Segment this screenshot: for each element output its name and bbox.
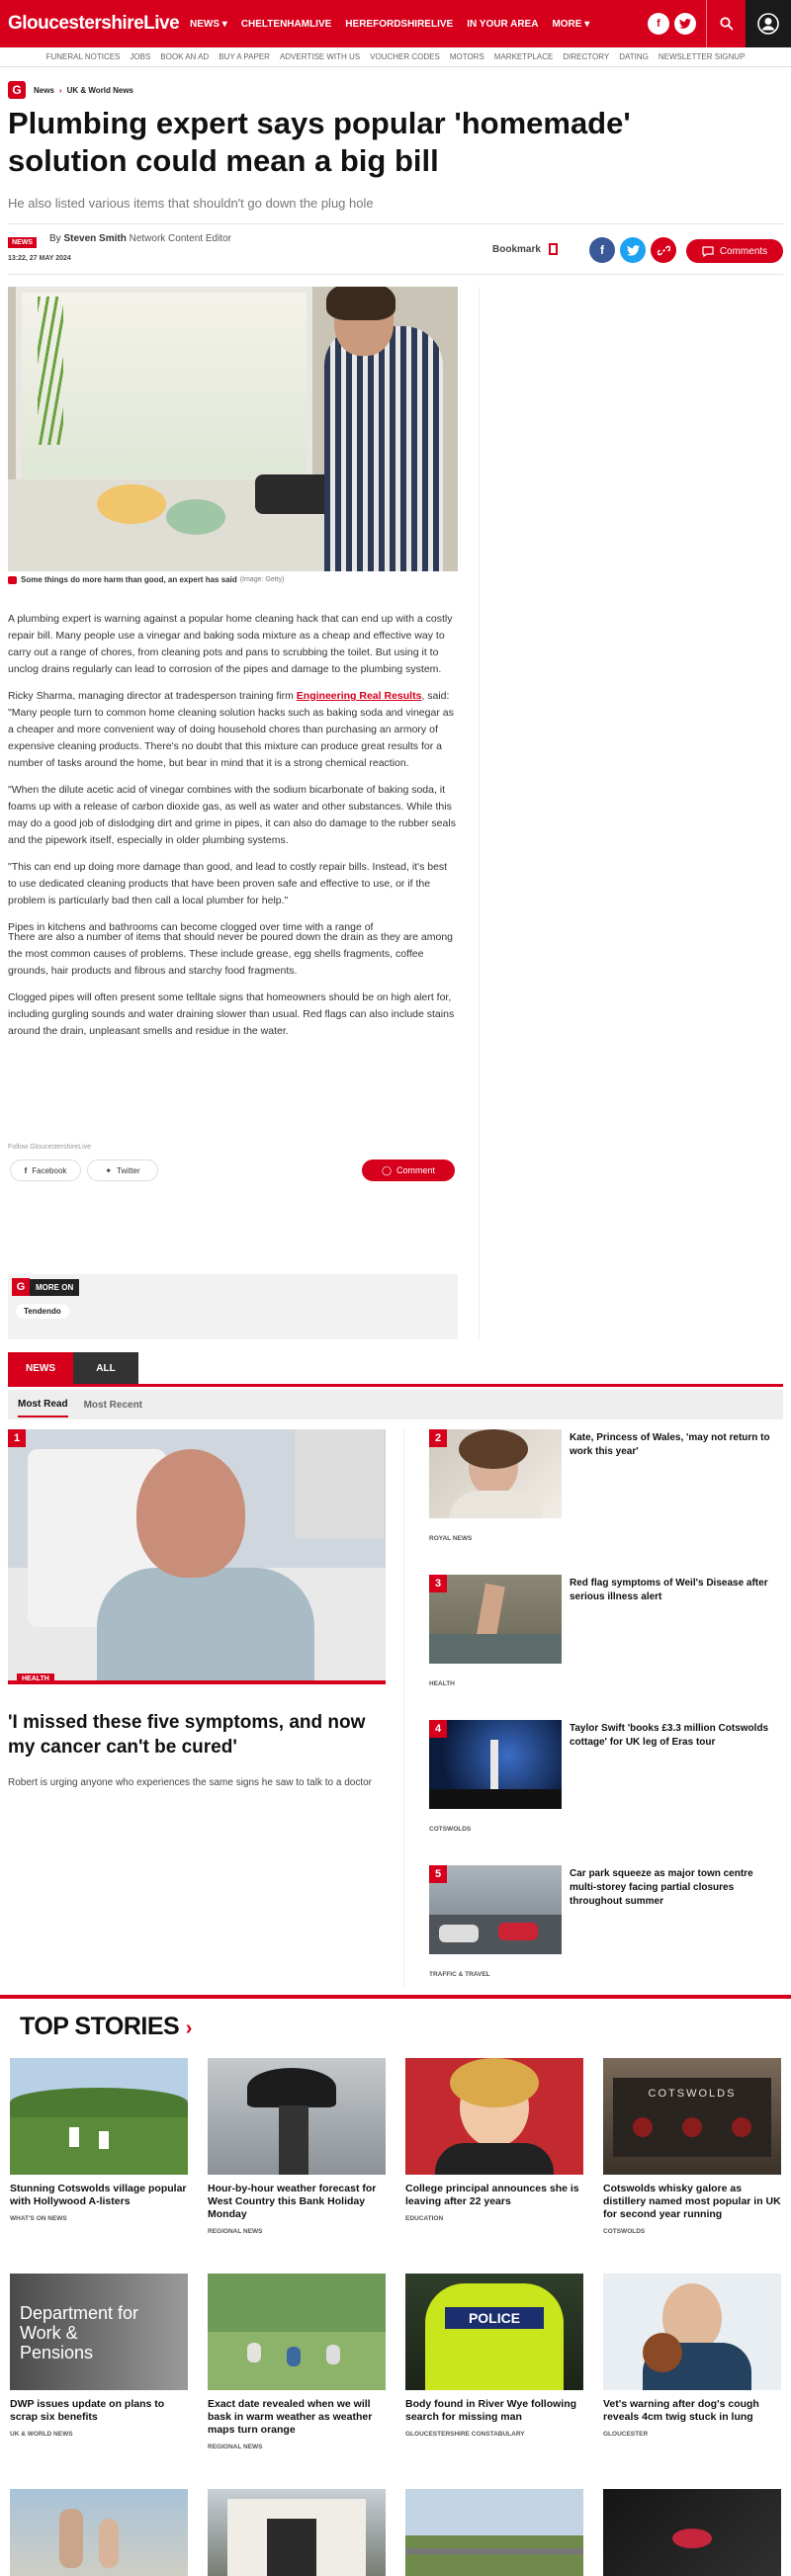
top-story-image — [603, 2274, 781, 2390]
search-icon[interactable] — [706, 0, 746, 47]
divider — [8, 274, 783, 275]
chevron-right-icon: › — [185, 2018, 192, 2039]
top-story-card[interactable] — [405, 2489, 583, 2576]
top-story-category[interactable]: COTSWOLDS — [603, 2228, 646, 2235]
image-plant — [38, 297, 63, 445]
top-story-category[interactable]: REGIONAL NEWS — [208, 2444, 263, 2450]
divider — [8, 223, 783, 224]
top-story-card[interactable] — [10, 2058, 188, 2223]
facebook-icon[interactable]: f — [648, 13, 669, 35]
top-story-title[interactable]: Hour-by-hour weather forecast for West Country this Bank Holiday Monday — [208, 2183, 377, 2220]
share-buttons — [589, 237, 681, 263]
nav-cheltenhamlive[interactable]: CHELTENHAMLIVE — [240, 18, 332, 30]
subnav-dating[interactable]: DATING — [619, 52, 649, 61]
top-story-image — [603, 2058, 781, 2175]
subnav-jobs[interactable]: JOBS — [130, 52, 151, 61]
most-read-thumbnail — [429, 1865, 562, 1954]
top-story-category[interactable]: GLOUCESTER — [603, 2431, 649, 2438]
main-nav — [190, 19, 603, 30]
most-read-item[interactable] — [429, 1865, 783, 1994]
image-dish — [97, 484, 166, 524]
rank-badge: 2 — [429, 1429, 447, 1447]
byline: By Steven Smith Network Content Editor — [49, 233, 231, 244]
top-story-image — [208, 2058, 386, 2175]
most-read-item[interactable] — [429, 1720, 783, 1848]
nav-in-your-area[interactable]: IN YOUR AREA — [467, 18, 539, 30]
most-read-thumbnail — [429, 1575, 562, 1664]
image-person-shirt — [97, 1568, 314, 1680]
subnav-advertise[interactable]: ADVERTISE WITH US — [279, 52, 361, 61]
lead-category-tag[interactable]: HEALTH — [17, 1674, 54, 1684]
most-read-thumbnail — [429, 1720, 562, 1809]
distillery-sign: COTSWOLDS — [648, 2088, 737, 2100]
tabs-divider — [8, 1384, 783, 1387]
most-read-lead-summary: Robert is urging anyone who experiences the same signs he saw to talk to a doctor — [8, 1777, 372, 1788]
article-standfirst: He also listed various items that shouldn't go down the plug hole — [8, 196, 374, 211]
top-story-image — [10, 2058, 188, 2175]
top-story-image — [208, 2274, 386, 2390]
most-read-item-category[interactable]: ROYAL NEWS — [429, 1535, 473, 1542]
most-read-item-category[interactable]: TRAFFIC & TRAVEL — [429, 1971, 490, 1978]
top-stories-title[interactable]: TOP STORIES › — [20, 2013, 192, 2040]
subtab-most-read[interactable]: Most Read — [18, 1393, 68, 1417]
top-story-card[interactable] — [208, 2274, 386, 2451]
camera-icon — [8, 576, 17, 584]
topic-tag-tendendo[interactable]: Tendendo — [16, 1304, 69, 1319]
top-story-title[interactable]: DWP issues update on plans to scrap six benefits — [10, 2398, 165, 2423]
comment-button[interactable]: ◯ Comment — [362, 1159, 455, 1181]
follow-label: Follow GloucestershireLive — [8, 1144, 92, 1151]
bookmark-icon — [549, 243, 558, 255]
comment-icon — [702, 246, 714, 257]
image-person-face — [136, 1449, 245, 1578]
author-link[interactable]: Steven Smith — [63, 233, 127, 244]
top-story-category[interactable]: WHAT'S ON NEWS — [10, 2215, 67, 2222]
tab-all[interactable]: ALL — [73, 1352, 138, 1384]
article-paragraph: "When the dilute acetic acid of vinegar combines with the sodium bicarbonate of baking soda, it foams up with a release of carbon dioxide gas, as well as water and other substances. While this may do a good job of dislodging dirt and grime in pipes, it can also do damage to the rubber seals and the pipework itself, especially in older plumbing systems. — [8, 784, 456, 846]
top-story-card[interactable] — [10, 2274, 188, 2439]
most-read-item-category[interactable]: COTSWOLDS — [429, 1826, 472, 1833]
subnav-book-an-ad[interactable]: BOOK AN AD — [160, 52, 210, 61]
image-person — [324, 326, 443, 571]
copy-link-icon[interactable] — [651, 237, 676, 263]
subnav-motors[interactable]: MOTORS — [449, 52, 484, 61]
top-story-title[interactable]: Vet's warning after dog's cough reveals 4cm twig stuck in lung — [603, 2398, 759, 2423]
most-read-thumbnail — [429, 1429, 562, 1518]
top-story-title[interactable]: Cotswolds whisky galore as distillery named most popular in UK for second year running — [603, 2183, 781, 2220]
top-story-card[interactable] — [208, 2058, 386, 2236]
top-story-card[interactable] — [405, 2058, 583, 2223]
more-on-header: G MORE ON — [12, 1278, 79, 1296]
column-divider — [403, 1429, 404, 1989]
twitter-follow-button[interactable]: ✦ Twitter — [87, 1159, 158, 1181]
image-caption: Some things do more harm than good, an expert has said (Image: Getty) — [8, 575, 284, 584]
facebook-icon: f — [24, 1165, 28, 1175]
engineering-real-results-link[interactable]: Engineering Real Results — [296, 690, 422, 702]
article-paragraph: A plumbing expert is warning against a popular home cleaning hack that can end up with a costly repair bill. Many people use a vinegar and baking soda mixture as a cheap and effective way to carry out a range of chores, from cleaning pots and pans to scrubbing the toilet. But using it to unclog drains regularly can lead to corrosion of the pipes and damage to the plumbing system. — [8, 613, 453, 675]
nav-herefordshirelive[interactable]: HEREFORDSHIRELIVE — [345, 18, 454, 30]
image-monitor — [295, 1429, 384, 1538]
top-story-image — [603, 2489, 781, 2576]
top-story-card[interactable] — [603, 2058, 781, 2236]
rank-badge: 4 — [429, 1720, 447, 1738]
top-story-category[interactable]: UK & WORLD NEWS — [10, 2431, 73, 2438]
lead-divider — [8, 1680, 386, 1684]
top-story-category[interactable]: GLOUCESTERSHIRE CONSTABULARY — [405, 2431, 525, 2438]
twitter-icon: ✦ — [105, 1165, 113, 1175]
breadcrumb-uk-world-news[interactable]: UK & World News — [66, 85, 133, 95]
bookmark-button[interactable]: Bookmark — [492, 243, 558, 255]
most-read-item-category[interactable]: HEALTH — [429, 1680, 455, 1687]
top-story-card[interactable] — [603, 2489, 781, 2576]
header-icons — [643, 0, 791, 47]
tab-news[interactable]: NEWS — [8, 1352, 73, 1384]
sidebar-divider — [479, 287, 480, 1338]
twitter-icon[interactable] — [674, 13, 696, 35]
nav-news[interactable]: NEWS ▾ — [190, 18, 227, 30]
most-read-tabs — [8, 1352, 138, 1384]
site-logo[interactable]: GloucestershireLive — [8, 13, 180, 34]
top-story-category[interactable]: REGIONAL NEWS — [208, 2228, 263, 2235]
image-pot — [255, 474, 334, 514]
rank-badge: 3 — [429, 1575, 447, 1592]
police-badge: POLICE — [445, 2307, 544, 2329]
breadcrumb-separator: › — [58, 85, 62, 95]
top-story-title[interactable]: Stunning Cotswolds village popular with Hollywood A-listers — [10, 2183, 187, 2207]
rank-badge: 5 — [429, 1865, 447, 1883]
top-story-title[interactable]: Exact date revealed when we will bask in warm weather as weather maps turn orange — [208, 2398, 373, 2436]
brand-g-icon: G — [12, 1278, 30, 1296]
subnav-voucher-codes[interactable]: VOUCHER CODES — [370, 52, 440, 61]
image-dish — [166, 499, 225, 535]
most-read-item[interactable] — [429, 1575, 783, 1703]
top-story-card[interactable] — [603, 2274, 781, 2439]
subtab-most-recent[interactable]: Most Recent — [83, 1399, 143, 1411]
top-story-category[interactable]: EDUCATION — [405, 2215, 444, 2222]
top-story-card[interactable] — [405, 2274, 583, 2439]
most-read-lead-title[interactable]: 'I missed these five symptoms, and now my cancer can't be cured' — [8, 1712, 366, 1758]
byline-bar — [8, 231, 783, 271]
top-story-title[interactable]: Body found in River Wye following search for missing man — [405, 2398, 577, 2423]
top-stories-divider — [0, 1995, 791, 1999]
top-story-image — [405, 2058, 583, 2175]
image-credit: (Image: Getty) — [239, 576, 285, 583]
most-read-item[interactable] — [429, 1429, 783, 1558]
subnav-buy-a-paper[interactable]: BUY A PAPER — [219, 52, 270, 61]
subnav-newsletter[interactable]: NEWSLETTER SIGNUP — [658, 52, 746, 61]
account-icon[interactable] — [746, 0, 791, 47]
comments-button[interactable]: Comments — [686, 239, 783, 263]
twitter-share-icon[interactable] — [620, 237, 646, 263]
most-read-item-title[interactable]: Car park squeeze as major town centre multi-storey facing partial closures throughout summer — [570, 1868, 753, 1907]
article-paragraph: Ricky Sharma, managing director at tradesperson training firm Engineering Real Results, said: "Many people turn to common home cleaning solution hacks such as baking soda and vinegar as a cheaper and more convenient way of doing household chores than purchasing an armory of expensive cleaning products. There's no doubt that this mixture can produce great results for a number of tasks around the home, but bear in mind that it is a strong chemical reaction. — [8, 690, 454, 769]
top-story-card[interactable] — [208, 2489, 386, 2576]
facebook-follow-button[interactable]: f Facebook — [10, 1159, 81, 1181]
subnav-marketplace[interactable]: MARKETPLACE — [493, 52, 554, 61]
facebook-share-icon[interactable]: f — [589, 237, 615, 263]
subnav-directory[interactable]: DIRECTORY — [563, 52, 610, 61]
top-story-image — [208, 2489, 386, 2576]
breadcrumb-news[interactable]: News — [34, 85, 54, 95]
rank-badge: 1 — [8, 1429, 26, 1447]
secondary-nav — [0, 47, 791, 67]
article-paragraph: There are also a number of items that should never be poured down the drain as they are among the most common causes of problems. These include grease, egg shells fragments, coffee grounds, hair products and fibrous and starchy food fragments. — [8, 931, 454, 977]
article-hero-image[interactable] — [8, 287, 458, 571]
article-body — [8, 611, 458, 1050]
publish-timestamp: 13:22, 27 MAY 2024 — [8, 255, 71, 262]
most-read-item-title[interactable]: Taylor Swift 'books £3.3 million Cotswolds cottage' for UK leg of Eras tour — [570, 1723, 769, 1748]
top-story-image — [405, 2489, 583, 2576]
more-on-box — [8, 1274, 458, 1339]
comment-icon: ◯ — [381, 1164, 393, 1175]
article-category-tag[interactable]: NEWS — [8, 237, 37, 248]
most-read-subtabs — [8, 1390, 783, 1419]
author-role: Network Content Editor — [129, 233, 231, 244]
subnav-funeral-notices[interactable]: FUNERAL NOTICES — [45, 52, 121, 61]
top-story-image — [10, 2489, 188, 2576]
article-headline: Plumbing expert says popular 'homemade' solution could mean a big bill — [8, 106, 631, 178]
most-read-lead-image[interactable] — [8, 1429, 386, 1680]
top-story-title[interactable]: College principal announces she is leaving after 22 years — [405, 2183, 579, 2207]
article-paragraph: Clogged pipes will often present some telltale signs that homeowners should be on high alert for, including gurgling sounds and water draining slower than usual. Red flags can also include stains around the drain, unpleasant smells and residue in the water. — [8, 991, 455, 1037]
top-story-image — [10, 2274, 188, 2390]
image-person-hair — [326, 287, 396, 320]
top-story-card[interactable] — [10, 2489, 188, 2576]
brand-g-icon: G — [8, 81, 26, 99]
breadcrumb — [8, 81, 133, 99]
dwp-sign: Department for Work & Pensions — [20, 2303, 139, 2362]
most-read-item-title[interactable]: Kate, Princess of Wales, 'may not return to work this year' — [570, 1432, 770, 1457]
most-read-item-title[interactable]: Red flag symptoms of Weil's Disease after serious illness alert — [570, 1578, 768, 1602]
top-story-image — [405, 2274, 583, 2390]
article-paragraph: Pipes in kitchens and bathrooms can become clogged over time with a range of — [8, 921, 374, 933]
top-bar — [0, 0, 791, 47]
nav-more[interactable]: MORE ▾ — [552, 18, 590, 30]
article-paragraph: "This can end up doing more damage than good, and lead to costly repair bills. Instead, it's best to use dedicated cleaning products that have been proven safe and effective to use, or if the problem is particularly bad then call a local plumber for help." — [8, 861, 448, 906]
